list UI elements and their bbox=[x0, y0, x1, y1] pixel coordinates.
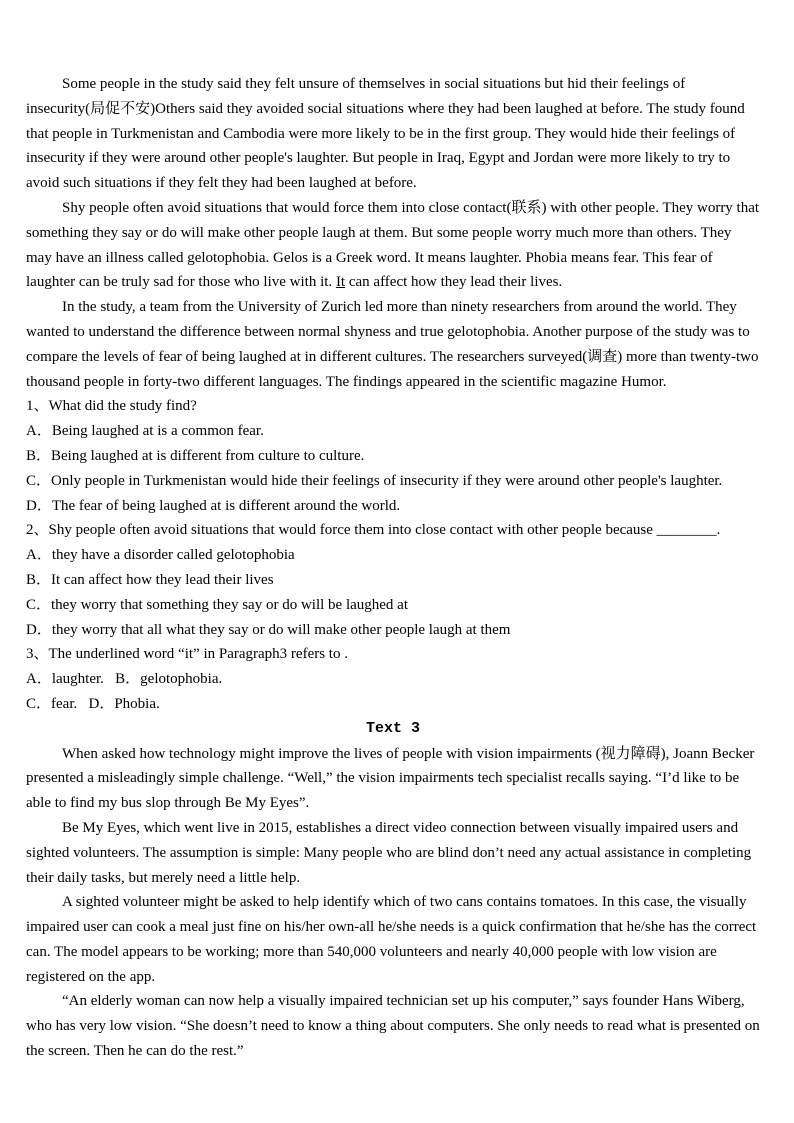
underlined-word: It bbox=[335, 274, 346, 291]
question-2-option-c: C．they worry that something they say or do will be laughed at bbox=[26, 596, 409, 613]
text3-heading: Text 3 bbox=[365, 719, 420, 737]
text3-paragraph-4 bbox=[26, 989, 760, 1063]
question-3-stem: 3、The underlined word “it” in Paragraph3 refers to . bbox=[26, 646, 348, 663]
paragraph-text: Some people in the study said they felt unsure of themselves in social situations but hid their feelings of insecurity(局促不安)Others said they avoided social situations where they had been laughed at before. The study found that people in Turkmenistan and Cambodia were more likely to be in the first group. They would hide their feelings of insecurity if they were around other people's laughter. But people in Iraq, Egypt and Jordan were more likely to try to avoid such situations if they felt they had been laughed at before. bbox=[26, 76, 745, 192]
paragraph-text: When asked how technology might improve the lives of people with vision impairments (视力障碍), Joann Becker presented a misleadingly simple challenge. “Well,” the vision impairments tech specialist recalls saying. “I’d like to be able to find my bus slop through Be My Eyes”. bbox=[26, 745, 755, 812]
passage-paragraph-1 bbox=[26, 72, 760, 196]
passage-paragraph-3 bbox=[26, 295, 760, 394]
question-2-stem: 2、Shy people often avoid situations that would force them into close contact with other people because ________. bbox=[26, 522, 721, 539]
question-1-option-b: B．Being laughed at is different from culture to culture. bbox=[26, 447, 365, 464]
text3-paragraph-1 bbox=[26, 742, 760, 816]
question-1-option-d: D．The fear of being laughed at is different around the world. bbox=[26, 497, 401, 514]
text3-paragraph-3 bbox=[26, 890, 760, 989]
question-2 bbox=[26, 518, 760, 642]
question-2-option-a: A．they have a disorder called gelotophobia bbox=[26, 547, 295, 564]
paragraph-text: Shy people often avoid situations that would force them into close contact(联系) with other people. They worry that something they say or do will make other people laugh at them. But some people worry much more than others. They may have an illness called gelotophobia. Gelos is a Greek word. It means laughter. Phobia means fear. This fear of laughter can be truly sad for those who live with it. bbox=[26, 199, 760, 291]
question-3-options-cd: C．fear. D．Phobia. bbox=[26, 695, 160, 712]
question-2-option-d: D．they worry that all what they say or do will make other people laugh at them bbox=[26, 621, 511, 638]
question-1-stem: 1、What did the study find? bbox=[26, 398, 197, 415]
question-1-option-a: A．Being laughed at is a common fear. bbox=[26, 423, 264, 440]
paragraph-text: In the study, a team from the University of Zurich led more than ninety researchers from around the world. They wanted to understand the difference between normal shyness and true gelotophobia. Another purpose of the study was to compare the levels of fear of being laughed at in different cultures. The researchers surveyed(调查) more than twenty-two thousand people in forty-two different languages. The findings appeared in the scientific magazine Humor. bbox=[26, 299, 759, 390]
question-3 bbox=[26, 642, 760, 716]
paragraph-text: can affect how they lead their lives. bbox=[345, 274, 563, 291]
paragraph-text: Be My Eyes, which went live in 2015, establishes a direct video connection between visually impaired users and sighted volunteers. The assumption is simple: Many people who are blind don’t need any actual assistance in completing their daily tasks, but merely need a little help. bbox=[26, 819, 752, 886]
question-2-option-b: B．It can affect how they lead their lives bbox=[26, 571, 274, 588]
question-3-options-ab: A．laughter. B．gelotophobia. bbox=[26, 671, 223, 688]
passage-paragraph-2 bbox=[26, 196, 760, 295]
text3-paragraph-2 bbox=[26, 816, 760, 890]
paragraph-text: “An elderly woman can now help a visually impaired technician set up his computer,” says founder Hans Wiberg, who has very low vision. “She doesn’t need to know a thing about computers. She only needs to read what is presented on the screen. Then he can do the rest.” bbox=[26, 993, 760, 1060]
paragraph-text: A sighted volunteer might be asked to help identify which of two cans contains tomatoes. In this case, the visually impaired user can cook a meal just fine on his/her own-all he/she needs is a quick confirmation that he/she has the correct can. The model appears to be working; more than 540,000 volunteers and nearly 40,000 people with low vision are registered on the app. bbox=[26, 894, 757, 985]
question-1 bbox=[26, 394, 760, 518]
question-1-option-c: C．Only people in Turkmenistan would hide their feelings of insecurity if they were around other people's laughter. bbox=[26, 472, 723, 489]
